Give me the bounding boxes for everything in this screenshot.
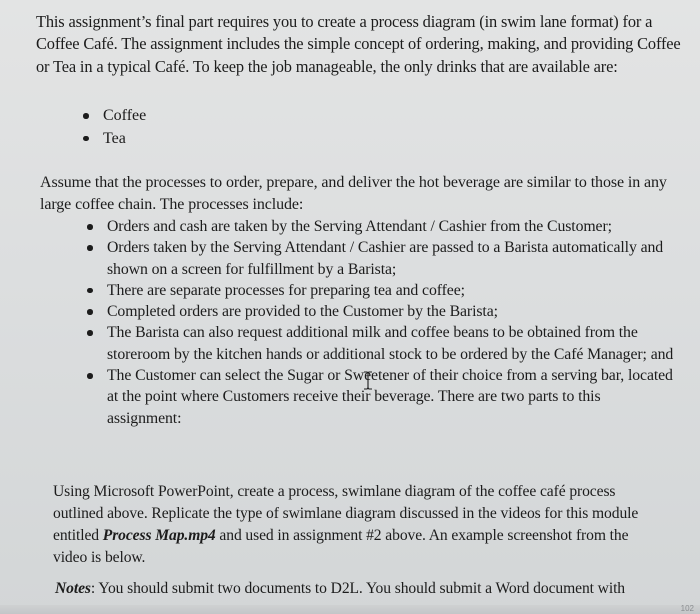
list-item: The Customer can select the Sugar or Sweetener of their choice from a serving bar, located at the point where Customers receive their beverage. There are two parts to this assignment: xyxy=(107,365,677,429)
list-item: The Barista can also request additional milk and coffee beans to be obtained from the storeroom by the kitchen hands or additional stock to be ordered by the Café Manager; and xyxy=(107,322,677,365)
using-paragraph xyxy=(53,481,663,569)
notes-paragraph xyxy=(55,578,695,600)
video-filename: Process Map.mp4 xyxy=(102,527,216,544)
list-item: Completed orders are provided to the Customer by the Barista; xyxy=(107,301,677,322)
page-number: 102 xyxy=(680,604,694,613)
list-item: Orders taken by the Serving Attendant / Cashier are passed to a Barista automatically and shown on a screen for fulfillment by a Barista; xyxy=(107,237,677,280)
intro-paragraph: This assignment’s final part requires you to create a process diagram (in swim lane format) for a Coffee Café. The assignment includes the simple concept of ordering, making, and providing Coffee or Tea in a typical Café. To keep the job manageable, the only drinks that are available are: xyxy=(36,12,681,76)
text-cursor-icon xyxy=(363,371,373,390)
notes-label: Notes xyxy=(55,580,91,597)
list-item: Tea xyxy=(103,128,146,151)
list-item: Coffee xyxy=(103,105,146,128)
using-text-start: Using Microsoft PowerPoint, create a process, swimlane diagram of the coffee café process outlined above. Replicate the type of swimlane diagram discussed in the videos for this module entitled xyxy=(53,483,639,544)
list-item: There are separate processes for preparing tea and coffee; xyxy=(107,280,677,301)
list-item: Orders and cash are taken by the Serving Attendant / Cashier from the Customer; xyxy=(107,216,677,237)
processes-list xyxy=(107,216,677,429)
drinks-list xyxy=(103,105,146,150)
bottom-edge xyxy=(0,605,700,614)
using-text-end: and used in assignment #2 above. An example screenshot from the video is below. xyxy=(53,527,629,566)
assume-paragraph: Assume that the processes to order, prepare, and deliver the hot beverage are similar to those in any large coffee chain. The processes include: xyxy=(40,174,667,213)
notes-text: : You should submit two documents to D2L. You should submit a Word document with xyxy=(90,580,625,597)
